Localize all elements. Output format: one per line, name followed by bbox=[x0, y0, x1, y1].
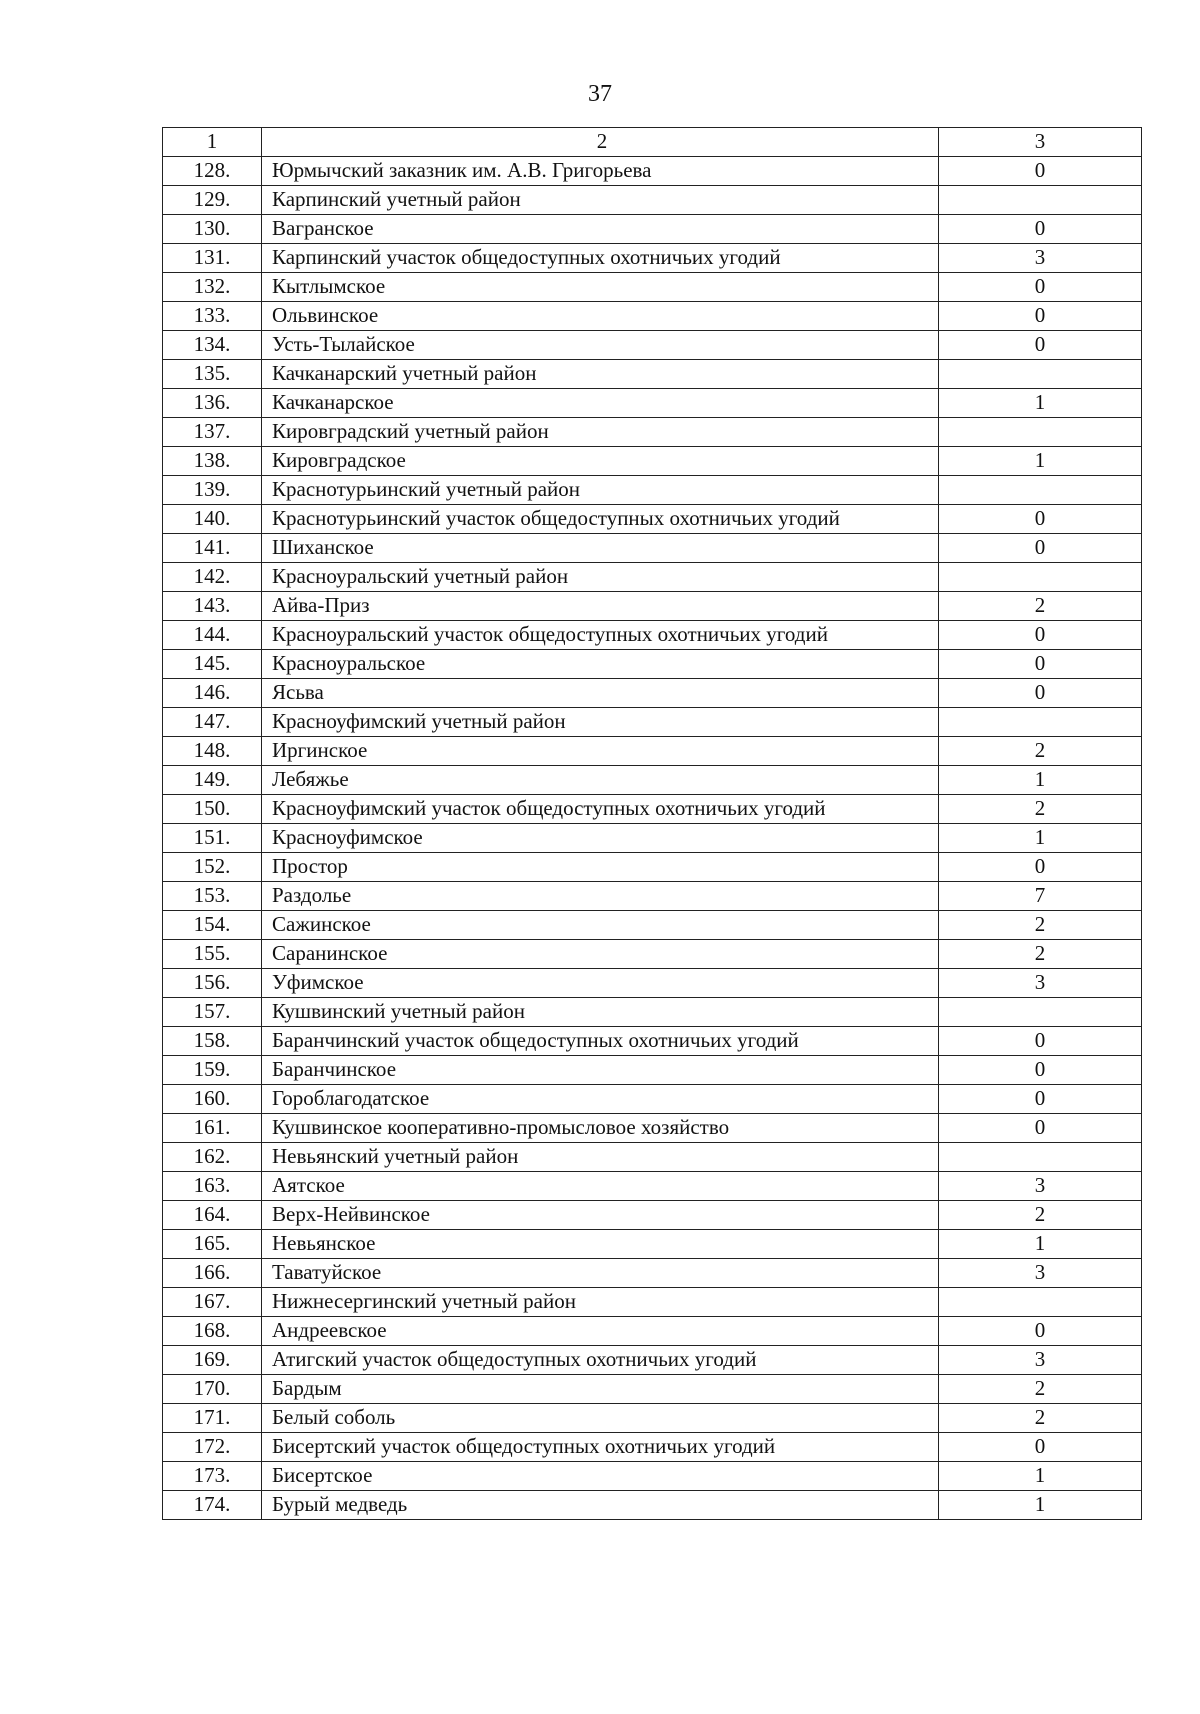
row-name: Верх-Нейвинское bbox=[262, 1201, 939, 1230]
row-number: 171. bbox=[163, 1404, 262, 1433]
row-value: 2 bbox=[939, 592, 1142, 621]
row-name: Таватуйское bbox=[262, 1259, 939, 1288]
table-row bbox=[163, 1085, 1142, 1114]
row-number: 131. bbox=[163, 244, 262, 273]
row-value: 2 bbox=[939, 1404, 1142, 1433]
row-number: 157. bbox=[163, 998, 262, 1027]
row-value: 1 bbox=[939, 389, 1142, 418]
row-value: 3 bbox=[939, 1172, 1142, 1201]
table-row bbox=[163, 1433, 1142, 1462]
row-number: 152. bbox=[163, 853, 262, 882]
row-name: Белый соболь bbox=[262, 1404, 939, 1433]
row-number: 154. bbox=[163, 911, 262, 940]
row-number: 156. bbox=[163, 969, 262, 998]
table-row bbox=[163, 1230, 1142, 1259]
row-name: Невьянское bbox=[262, 1230, 939, 1259]
row-value: 1 bbox=[939, 1462, 1142, 1491]
row-value: 3 bbox=[939, 1259, 1142, 1288]
row-value: 1 bbox=[939, 824, 1142, 853]
row-value: 2 bbox=[939, 940, 1142, 969]
row-name: Айва-Приз bbox=[262, 592, 939, 621]
row-value: 1 bbox=[939, 1491, 1142, 1520]
row-value: 0 bbox=[939, 1114, 1142, 1143]
table-body bbox=[163, 128, 1142, 1520]
row-name: Нижнесергинский учетный район bbox=[262, 1288, 939, 1317]
table-row bbox=[163, 389, 1142, 418]
row-number: 129. bbox=[163, 186, 262, 215]
row-name: Баранчинское bbox=[262, 1056, 939, 1085]
header-col-1: 1 bbox=[163, 128, 262, 157]
row-name: Ясьва bbox=[262, 679, 939, 708]
row-number: 151. bbox=[163, 824, 262, 853]
row-name: Уфимское bbox=[262, 969, 939, 998]
table-header-row bbox=[163, 128, 1142, 157]
table-row bbox=[163, 1056, 1142, 1085]
row-name: Иргинское bbox=[262, 737, 939, 766]
table-row bbox=[163, 360, 1142, 389]
table-row bbox=[163, 534, 1142, 563]
row-value bbox=[939, 360, 1142, 389]
table-row bbox=[163, 418, 1142, 447]
row-name: Краснотурьинский учетный район bbox=[262, 476, 939, 505]
row-number: 169. bbox=[163, 1346, 262, 1375]
table-row bbox=[163, 998, 1142, 1027]
table-row bbox=[163, 766, 1142, 795]
row-name: Красноуральское bbox=[262, 650, 939, 679]
table-row bbox=[163, 1404, 1142, 1433]
row-name: Красноуральский участок общедоступных охотничьих угодий bbox=[262, 621, 939, 650]
row-number: 153. bbox=[163, 882, 262, 911]
row-name: Сажинское bbox=[262, 911, 939, 940]
table-row bbox=[163, 1491, 1142, 1520]
table-row bbox=[163, 650, 1142, 679]
row-value: 3 bbox=[939, 244, 1142, 273]
table-row bbox=[163, 824, 1142, 853]
row-number: 167. bbox=[163, 1288, 262, 1317]
row-name: Ольвинское bbox=[262, 302, 939, 331]
row-value: 2 bbox=[939, 795, 1142, 824]
row-value: 0 bbox=[939, 215, 1142, 244]
row-number: 173. bbox=[163, 1462, 262, 1491]
row-number: 138. bbox=[163, 447, 262, 476]
row-name: Раздолье bbox=[262, 882, 939, 911]
row-name: Атигский участок общедоступных охотничьих угодий bbox=[262, 1346, 939, 1375]
row-value: 0 bbox=[939, 679, 1142, 708]
row-name: Саранинское bbox=[262, 940, 939, 969]
table-row bbox=[163, 331, 1142, 360]
row-value: 2 bbox=[939, 1375, 1142, 1404]
table-row bbox=[163, 273, 1142, 302]
row-name: Шиханское bbox=[262, 534, 939, 563]
row-value: 2 bbox=[939, 737, 1142, 766]
row-name: Юрмычский заказник им. А.В. Григорьева bbox=[262, 157, 939, 186]
row-number: 145. bbox=[163, 650, 262, 679]
table-row bbox=[163, 1346, 1142, 1375]
row-name: Кытлымское bbox=[262, 273, 939, 302]
table-row bbox=[163, 447, 1142, 476]
row-value: 1 bbox=[939, 447, 1142, 476]
table-row bbox=[163, 911, 1142, 940]
table-row bbox=[163, 157, 1142, 186]
row-number: 135. bbox=[163, 360, 262, 389]
row-number: 140. bbox=[163, 505, 262, 534]
table-row bbox=[163, 1288, 1142, 1317]
data-table bbox=[162, 127, 1142, 1520]
row-number: 139. bbox=[163, 476, 262, 505]
table-row bbox=[163, 1259, 1142, 1288]
row-value bbox=[939, 186, 1142, 215]
row-value: 0 bbox=[939, 853, 1142, 882]
row-number: 174. bbox=[163, 1491, 262, 1520]
table-row bbox=[163, 1317, 1142, 1346]
table-row bbox=[163, 476, 1142, 505]
row-value: 0 bbox=[939, 1056, 1142, 1085]
row-number: 143. bbox=[163, 592, 262, 621]
row-number: 150. bbox=[163, 795, 262, 824]
row-number: 158. bbox=[163, 1027, 262, 1056]
row-number: 155. bbox=[163, 940, 262, 969]
row-name: Кушвинский учетный район bbox=[262, 998, 939, 1027]
row-value: 2 bbox=[939, 1201, 1142, 1230]
row-value: 0 bbox=[939, 273, 1142, 302]
row-number: 132. bbox=[163, 273, 262, 302]
row-name: Краснотурьинский участок общедоступных охотничьих угодий bbox=[262, 505, 939, 534]
row-value bbox=[939, 1288, 1142, 1317]
row-value: 0 bbox=[939, 302, 1142, 331]
row-value: 1 bbox=[939, 766, 1142, 795]
row-name: Простор bbox=[262, 853, 939, 882]
table-row bbox=[163, 563, 1142, 592]
row-name: Лебяжье bbox=[262, 766, 939, 795]
row-value: 0 bbox=[939, 1433, 1142, 1462]
row-number: 164. bbox=[163, 1201, 262, 1230]
table-row bbox=[163, 505, 1142, 534]
row-number: 128. bbox=[163, 157, 262, 186]
row-value: 0 bbox=[939, 157, 1142, 186]
row-number: 130. bbox=[163, 215, 262, 244]
row-number: 161. bbox=[163, 1114, 262, 1143]
row-value: 3 bbox=[939, 969, 1142, 998]
row-number: 168. bbox=[163, 1317, 262, 1346]
table-row bbox=[163, 1143, 1142, 1172]
table-row bbox=[163, 737, 1142, 766]
row-number: 137. bbox=[163, 418, 262, 447]
row-number: 149. bbox=[163, 766, 262, 795]
row-value: 0 bbox=[939, 331, 1142, 360]
row-value bbox=[939, 563, 1142, 592]
row-name: Карпинский участок общедоступных охотничьих угодий bbox=[262, 244, 939, 273]
row-number: 163. bbox=[163, 1172, 262, 1201]
table-row bbox=[163, 853, 1142, 882]
row-value: 0 bbox=[939, 650, 1142, 679]
row-value bbox=[939, 418, 1142, 447]
row-number: 170. bbox=[163, 1375, 262, 1404]
row-value bbox=[939, 1143, 1142, 1172]
table-row bbox=[163, 1027, 1142, 1056]
row-name: Карпинский учетный район bbox=[262, 186, 939, 215]
table-row bbox=[163, 940, 1142, 969]
row-name: Кировградский учетный район bbox=[262, 418, 939, 447]
header-col-2: 2 bbox=[262, 128, 939, 157]
table-row bbox=[163, 1114, 1142, 1143]
row-number: 165. bbox=[163, 1230, 262, 1259]
row-value bbox=[939, 476, 1142, 505]
row-value bbox=[939, 708, 1142, 737]
row-name: Красноуфимское bbox=[262, 824, 939, 853]
row-number: 166. bbox=[163, 1259, 262, 1288]
row-value: 0 bbox=[939, 534, 1142, 563]
row-value: 0 bbox=[939, 621, 1142, 650]
row-value bbox=[939, 998, 1142, 1027]
row-name: Вагранское bbox=[262, 215, 939, 244]
row-name: Качканарское bbox=[262, 389, 939, 418]
table-row bbox=[163, 969, 1142, 998]
table-row bbox=[163, 215, 1142, 244]
table-row bbox=[163, 1201, 1142, 1230]
row-number: 142. bbox=[163, 563, 262, 592]
row-name: Бисертский участок общедоступных охотничьих угодий bbox=[262, 1433, 939, 1462]
row-value: 0 bbox=[939, 1085, 1142, 1114]
row-number: 172. bbox=[163, 1433, 262, 1462]
row-name: Невьянский учетный район bbox=[262, 1143, 939, 1172]
row-name: Кушвинское кооперативно-промысловое хозяйство bbox=[262, 1114, 939, 1143]
table-row bbox=[163, 679, 1142, 708]
row-number: 159. bbox=[163, 1056, 262, 1085]
row-name: Аятское bbox=[262, 1172, 939, 1201]
row-number: 144. bbox=[163, 621, 262, 650]
row-value: 3 bbox=[939, 1346, 1142, 1375]
row-name: Усть-Тылайское bbox=[262, 331, 939, 360]
table-row bbox=[163, 708, 1142, 737]
table-row bbox=[163, 1375, 1142, 1404]
row-name: Красноуфимский участок общедоступных охотничьих угодий bbox=[262, 795, 939, 824]
row-name: Красноуфимский учетный район bbox=[262, 708, 939, 737]
row-name: Гороблагодатское bbox=[262, 1085, 939, 1114]
table-row bbox=[163, 882, 1142, 911]
row-number: 146. bbox=[163, 679, 262, 708]
row-name: Кировградское bbox=[262, 447, 939, 476]
row-number: 160. bbox=[163, 1085, 262, 1114]
row-number: 147. bbox=[163, 708, 262, 737]
page-number: 37 bbox=[588, 81, 612, 107]
table-row bbox=[163, 244, 1142, 273]
row-value: 2 bbox=[939, 911, 1142, 940]
row-name: Качканарский учетный район bbox=[262, 360, 939, 389]
table-row bbox=[163, 1172, 1142, 1201]
row-value: 1 bbox=[939, 1230, 1142, 1259]
row-number: 141. bbox=[163, 534, 262, 563]
row-value: 0 bbox=[939, 1027, 1142, 1056]
table-row bbox=[163, 592, 1142, 621]
row-name: Красноуральский учетный район bbox=[262, 563, 939, 592]
row-number: 134. bbox=[163, 331, 262, 360]
row-value: 0 bbox=[939, 1317, 1142, 1346]
table-row bbox=[163, 186, 1142, 215]
row-number: 148. bbox=[163, 737, 262, 766]
table-row bbox=[163, 795, 1142, 824]
row-name: Баранчинский участок общедоступных охотничьих угодий bbox=[262, 1027, 939, 1056]
row-value: 7 bbox=[939, 882, 1142, 911]
row-name: Бардым bbox=[262, 1375, 939, 1404]
row-name: Бисертское bbox=[262, 1462, 939, 1491]
table-row bbox=[163, 302, 1142, 331]
table-row bbox=[163, 1462, 1142, 1491]
row-number: 162. bbox=[163, 1143, 262, 1172]
row-number: 133. bbox=[163, 302, 262, 331]
row-name: Бурый медведь bbox=[262, 1491, 939, 1520]
header-col-3: 3 bbox=[939, 128, 1142, 157]
row-name: Андреевское bbox=[262, 1317, 939, 1346]
row-number: 136. bbox=[163, 389, 262, 418]
table-row bbox=[163, 621, 1142, 650]
row-value: 0 bbox=[939, 505, 1142, 534]
